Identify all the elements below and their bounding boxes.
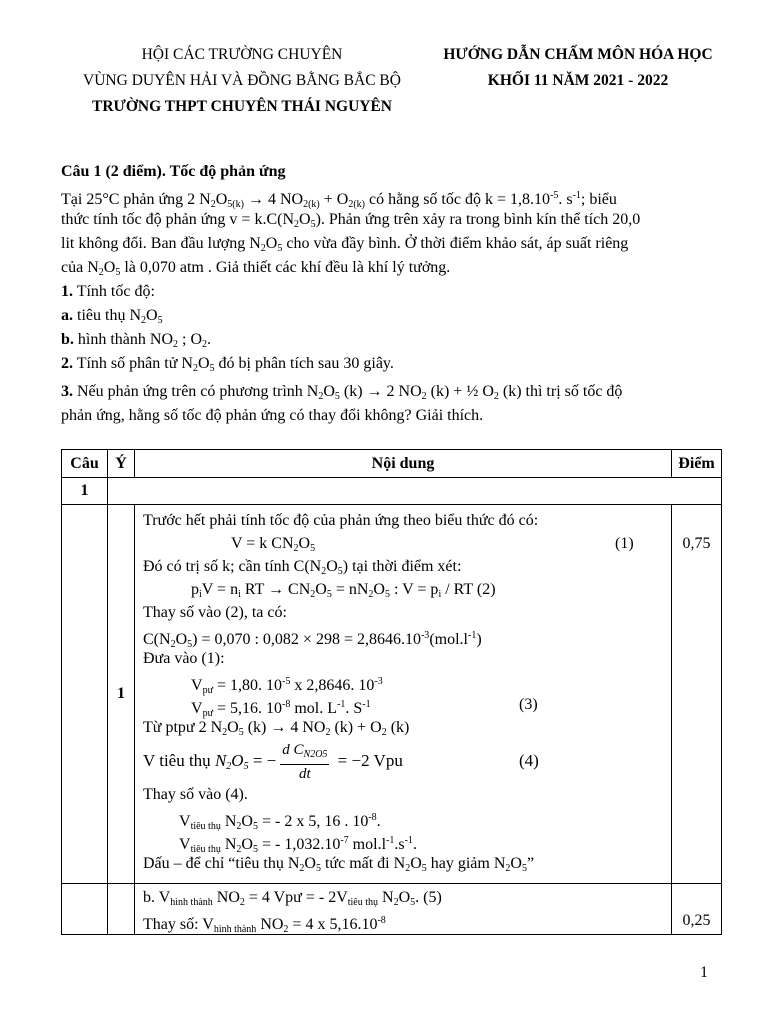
page-number: 1 [700,964,708,981]
answer-line: $C(N_2O_5) = 0,070$ : $0,082 \times 298 = 2,8646.10^{-3}(mol.l^{-1})$ [143,630,482,650]
y-number: 1 [108,505,135,884]
answer-line: Thay số vào (2), ta có: [143,604,287,621]
header-diem: Điểm [672,450,722,478]
header-right [428,42,728,94]
question-paragraph-line-2: thức tính tốc độ phản ứng $v = k.C(N_2O_5)$. Phản ứng trên xảy ra trong bình kín thể tích 20,0 [61,211,641,230]
table-row-cau-1 [62,478,722,505]
question-title: Câu 1 (2 điểm). Tốc độ phản ứng [61,163,286,180]
table-row-part-b [62,884,722,935]
score-b: 0,25 [672,884,722,935]
answer-line: $p_iV = n_i$ RT → $CN_2O_5 = nN_2O_5$ : $V = p_i$ / RT (2) [191,581,496,600]
header-y: Ý [108,450,135,478]
answer-line: Thay số vào (4). [143,786,248,803]
answer-content-b [135,884,672,935]
answer-line: $V_{pư} = 1,80$. $10^{-5}$ x 2,8646. $10^{-3}$ [191,676,383,696]
school-name: TRƯỜNG THPT CHUYÊN THÁI NGUYÊN [92,98,392,115]
answer-line: $V_{tiêu thụ}$ $N_2O_5$ = - 2 x 5, 16 . $10^{-8}$. [179,812,381,832]
question-item-3: 3. Nếu phản ứng trên có phương trình $N_2O_5$ (k) → 2 $NO_2$ (k) + ½ $O_2$ (k) thì trị số tốc độ [61,383,623,402]
header-left [52,42,432,120]
answer-line: Dấu – để chỉ “tiêu thụ $N_2O_5$ tức mất đi $N_2O_5$ hay giảm $N_2O_5$” [143,855,535,874]
question-paragraph-line-4: của $N_2O_5$ là 0,070 atm . Giả thiết các khí đều là khí lý tưởng. [61,259,451,278]
derivative-fraction: $\frac{d C_{N2O5}}{dt}$ [282,742,328,783]
table-row-part-a [62,505,722,884]
answer-line: Từ ptpư 2 $N_2O_5$ (k) → 4 $NO_2$ $(k) + O_2$ (k) [143,719,410,738]
question-item-1: 1. Tính tốc độ: [61,283,155,300]
question-item-2: 2. Tính số phân tử $N_2O_5$ đó bị phân tích sau 30 giây. [61,355,394,374]
answer-content-a [135,505,672,884]
table-header-row [62,450,722,478]
answer-line: $V_{tiêu thụ}$ $N_2O_5$ = - $1,032.10^{-7}$ $mol.l^{-1}.s^{-1}$. [179,835,417,855]
score-a: 0,75 [672,505,722,884]
question-item-3-line-2: phản ứng, hằng số tốc độ phản ứng có thay đổi không? Giải thích. [61,407,484,424]
question-paragraph-line-1: Tại 25°C phản ứng 2 $N_2O_{5(k)} \to 4$ $NO_{2(k)} + O_{2(k)}$ có hằng số tốc độ $k = 1,8.10^{-5}$. $s^{-1}$; biểu [61,190,617,210]
answer-line: b. $V_{hình thành}$ $NO_2 = 4$ Vpư = - $2V_{tiêu thụ}$ $N_2O_5$. (5) [143,889,442,908]
association-name: HỘI CÁC TRƯỜNG CHUYÊN [141,46,343,63]
question-item-b: b. hình thành $NO_2$ ; $O_2$. [61,331,212,350]
region-name: VÙNG DUYÊN HẢI VÀ ĐỒNG BẰNG BẮC BỘ [83,72,401,89]
answer-line: Trước hết phải tính tốc độ của phản ứng theo biểu thức đó có: [143,512,539,529]
question-item-a: a. tiêu thụ $N_2O_5$ [61,307,163,326]
answer-line: V = k $CN_2O_5$ (1) [231,535,634,554]
answer-line-derivative: V tiêu thụ $N_2O_5$ = − $\frac{d C_{N2O5}}{dt}$ = −2 Vpu (4) [143,742,539,783]
question-section [61,160,721,428]
header-noi-dung: Nội dung [135,450,672,478]
answer-line: Đưa vào (1): [143,650,225,667]
answer-line: Thay số: $V_{hình thành}$ $NO_2 = 4$ x $5,16.10^{-8}$ [143,915,386,935]
answer-line: Đó có trị số k; cần tính $C(N_2O_5)$ tại thời điểm xét: [143,558,462,577]
header-cau: Câu [62,450,108,478]
question-paragraph-line-3: lit không đổi. Ban đầu lượng $N_2O_5$ cho vừa đầy bình. Ở thời điểm khảo sát, áp suất riêng [61,235,629,254]
answer-line: $V_{pư} = 5,16$. $10^{-8}$ mol. $L^{-1}$. $S^{-1}$ (3) [191,696,538,719]
document-title: HƯỚNG DẪN CHẤM MÔN HÓA HỌC [443,46,713,63]
cau-number: 1 [62,478,108,505]
grade-year: KHỐI 11 NĂM 2021 - 2022 [487,72,669,89]
answer-table [61,449,722,935]
